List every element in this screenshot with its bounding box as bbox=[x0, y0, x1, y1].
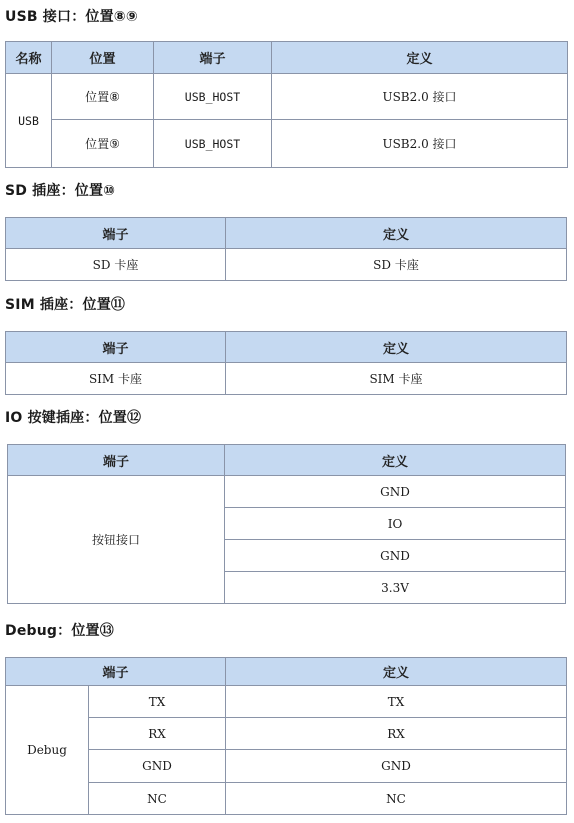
io-definition-cell: IO bbox=[225, 508, 566, 540]
io-table bbox=[7, 444, 566, 604]
usb-port-cell: USB_HOST bbox=[154, 74, 272, 120]
usb-section-title: USB 接口：位置⑧⑨ bbox=[5, 9, 138, 25]
debug-definition-cell: NC bbox=[226, 783, 567, 815]
io-definition-cell: 3.3V bbox=[225, 572, 566, 604]
debug-pin-cell: NC bbox=[89, 783, 226, 815]
header-port: 端子 bbox=[6, 332, 226, 363]
debug-section-title: Debug：位置⑬ bbox=[5, 623, 114, 639]
usb-name-cell: USB bbox=[6, 74, 52, 168]
io-section-title: IO 按键插座：位置⑫ bbox=[5, 410, 142, 426]
io-definition-cell: GND bbox=[225, 476, 566, 508]
usb-definition-cell: USB2.0 接口 bbox=[272, 74, 568, 120]
header-definition: 定义 bbox=[272, 42, 568, 74]
header-definition: 定义 bbox=[225, 445, 566, 476]
debug-definition-cell: RX bbox=[226, 718, 567, 750]
header-definition: 定义 bbox=[226, 218, 567, 249]
header-definition: 定义 bbox=[226, 658, 567, 686]
usb-position-cell: 位置⑧ bbox=[52, 74, 154, 120]
header-definition: 定义 bbox=[226, 332, 567, 363]
sim-port-cell: SIM 卡座 bbox=[6, 363, 226, 395]
header-name: 名称 bbox=[6, 42, 52, 74]
debug-pin-cell: RX bbox=[89, 718, 226, 750]
io-port-cell: 按钮接口 bbox=[8, 476, 225, 604]
debug-pin-cell: GND bbox=[89, 750, 226, 783]
usb-position-cell: 位置⑨ bbox=[52, 120, 154, 168]
sd-port-cell: SD 卡座 bbox=[6, 249, 226, 281]
sim-section-title: SIM 插座：位置⑪ bbox=[5, 297, 126, 313]
sd-definition-cell: SD 卡座 bbox=[226, 249, 567, 281]
header-port: 端子 bbox=[6, 218, 226, 249]
debug-definition-cell: GND bbox=[226, 750, 567, 783]
io-definition-cell: GND bbox=[225, 540, 566, 572]
sim-table bbox=[5, 331, 567, 395]
debug-table bbox=[5, 657, 567, 815]
sd-section-title: SD 插座：位置⑩ bbox=[5, 183, 116, 199]
header-port: 端子 bbox=[154, 42, 272, 74]
header-port: 端子 bbox=[8, 445, 225, 476]
header-port: 端子 bbox=[6, 658, 226, 686]
usb-table bbox=[5, 41, 568, 168]
sim-definition-cell: SIM 卡座 bbox=[226, 363, 567, 395]
debug-definition-cell: TX bbox=[226, 686, 567, 718]
debug-name-cell: Debug bbox=[6, 686, 89, 815]
sd-table bbox=[5, 217, 567, 281]
usb-port-cell: USB_HOST bbox=[154, 120, 272, 168]
header-position: 位置 bbox=[52, 42, 154, 74]
debug-pin-cell: TX bbox=[89, 686, 226, 718]
usb-definition-cell: USB2.0 接口 bbox=[272, 120, 568, 168]
